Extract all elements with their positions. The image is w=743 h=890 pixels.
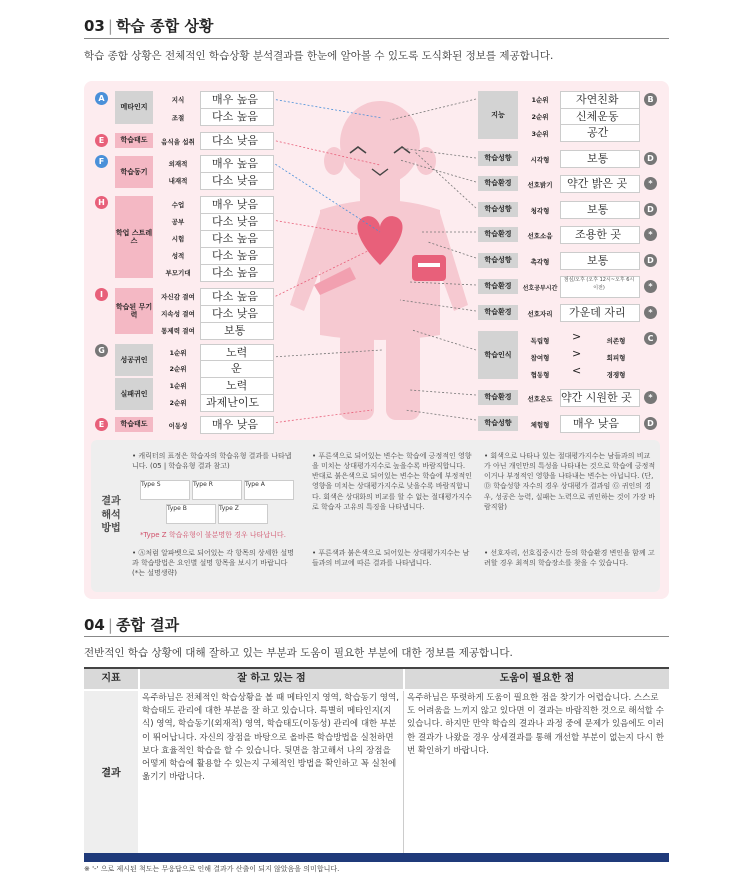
row-sub-label: 참여형 [530,354,550,362]
badge-e: E [95,418,108,431]
header-index: 지표 [84,669,138,689]
section-title: 종합 결과 [115,616,180,634]
badge-e: E [95,134,108,147]
row-value: 가운데 자리 [569,306,626,319]
type-r-icon [192,480,242,500]
learned-helplessness-label: 학습된 무기력 [115,288,153,334]
comparison-symbol: > [572,330,582,343]
header-strengths: 잘 하고 있는 점 [140,669,403,689]
row-sub-label: 1순위 [169,382,187,390]
divider [84,636,669,637]
row-sub-label: 성적 [171,252,185,260]
category-label: 학습환경 [478,305,518,320]
type-label: Type A [245,481,265,488]
legend-paragraph: • 선호자리, 선호집중시간 등의 학습환경 변인을 함께 고려할 경우 최적의 학습장소를 찾을 수 있습니다. [484,549,655,568]
row-value: 노력 [226,379,248,392]
row-value: 매우 낮음 [573,417,620,430]
row-sub-label: 독립형 [530,337,550,345]
category-label: 학습성향 [478,202,518,217]
badge-star: * [644,228,657,241]
academic-stress-label: 학업 스트레스 [115,196,153,278]
row-sub-label: 선호자리 [527,310,553,318]
badge-d: D [644,254,657,267]
row-value: 보통 [587,152,609,165]
row-sub-label: 부모기대 [165,269,191,277]
badge-d: D [644,203,657,216]
row-sub-label: 2순위 [169,365,187,373]
row-sub-label: 청각형 [530,207,550,215]
row-sub-label: 선호공부시간 [522,285,558,292]
row-sub-label: 1순위 [169,349,187,357]
category-label: 학습환경 [478,279,518,294]
badge-i: I [95,288,108,301]
category-label: 학습환경 [478,176,518,191]
category-label: 학습환경 [478,390,518,405]
row-sub-label: 의존형 [606,337,626,345]
footnote: ※ '-' 으로 제시된 척도는 무응답으로 인해 결과가 산출이 되지 않았음을 의미합니다. [84,865,340,873]
type-icons [140,480,300,528]
row-value: 다소 높음 [212,110,259,123]
row-sub-label: 수업 [171,201,185,209]
failure-attribution-label: 실패귀인 [115,378,153,410]
row-sub-label: 협동형 [530,371,550,379]
row-sub-label: 1순위 [531,96,549,104]
row-sub-label: 통제력 결여 [161,327,195,335]
row-value: 다소 높음 [212,290,259,303]
category-label: 학습환경 [478,227,518,242]
badge-g: G [95,344,108,357]
type-b-icon [166,504,216,524]
strengths-text: 옥주하님은 전체적인 학습상황을 볼 때 메타인지 영역, 학습동기 영역, 학습태도 관리에 대한 부분을 잘 하고 있습니다. 특별히 메타인지(지식) 영역, 학습동기(외재적) 영역, 학습태도(이동성) 관리에 대한 부분이 뛰어납니다. 자신의 장점을 바탕으로 올바른 학습방법을 실천하면 보다 효율적인 학습을 할 수 있습니다. 뒷면을 참고해서 나의 장점을 어떻게 학습에 활용할 수 있는지 구체적인 방법을 확인하고 꼭 실천에 옮기기 바랍니다. [142,693,399,783]
row-sub-label: 3순위 [531,130,549,138]
row-sub-label: 선호온도 [527,395,553,403]
row-value: 다소 높음 [212,232,259,245]
row-value: 다소 높음 [212,266,259,279]
header-needs-help: 도움이 필요한 점 [405,669,669,689]
badge-star: * [644,306,657,319]
badge-d: D [644,152,657,165]
badge-a: A [95,92,108,105]
row-value: 자연친화 [576,93,619,106]
row-sub-label: 내재적 [168,177,188,185]
section-04-heading: 04 | 종합 결과 [84,616,180,634]
badge-b: B [644,93,657,106]
row-value: 운 [231,362,242,375]
row-sub-label: 선호소음 [527,232,553,240]
row-value: 매우 낮음 [212,198,259,211]
table-bottom-bar [84,853,669,862]
intelligence-label: 지능 [478,91,518,139]
type-label: Type Z [219,505,239,512]
legend-paragraph: • 캐릭터의 표정은 학습자의 학습유형 결과를 나타냅니다. (05 | 학습유형 결과 참고) [132,452,292,471]
row-value: 약간 밝은 곳 [567,177,628,190]
row-sub-label: 체험형 [530,421,550,429]
section-03-heading: 03 | 학습 종합 상황 [84,17,214,35]
legend-paragraph: • 푸른색으로 되어있는 변수는 학습에 긍정적인 영향을 미치는 상대평가지수로 높을수록 바람직합니다. 반대로 붉은색으로 되어있는 변수는 학습에 부정적인 영향을 미치는 상대평가지수로 낮을수록 바람직합니다. 회색은 상대화의 비교를 할 수 없는 절대평가지수로 학습자 고유의 특징을 나타냅니다. [312,452,472,511]
badge-f: F [95,155,108,168]
type-label: Type R [193,481,213,488]
row-value: 신체운동 [576,110,619,123]
badge-star: * [644,177,657,190]
comparison-symbol: < [572,364,582,377]
row-value: 매우 높음 [212,93,259,106]
row-value: 점심/오후 (오후 12시~오후 6시 이전) [563,277,635,291]
row-sub-label: 선호밝기 [527,181,553,189]
section-title: 학습 종합 상황 [115,17,214,35]
row-value: 다소 낮음 [212,174,259,187]
row-value: 매우 낮음 [212,418,259,431]
row-sub-label: 지식 [171,96,185,104]
section-description: 학습 종합 상황은 전체적인 학습상황 분석결과를 한눈에 알아볼 수 있도록 도식화된 정보를 제공합니다. [84,50,554,62]
section-number: 03 [84,17,105,35]
badge-star: * [644,280,657,293]
legend-paragraph: • Ⓐ처럼 알파벳으로 되어있는 각 항목의 상세한 설명과 학습방법은 요인별 설명 항목을 보시기 바랍니다 (*는 설명생략) [132,549,294,578]
column-divider [403,691,404,853]
row-sub-label: 조절 [171,114,185,122]
row-sub-label: 2순위 [169,399,187,407]
row-value: 노력 [226,346,248,359]
row-sub-label: 공부 [171,218,185,226]
row-sub-label: 시각형 [530,156,550,164]
legend-note: *Type Z 학습유형이 불분명한 경우 나타납니다. [140,531,286,539]
row-value: 다소 낮음 [212,307,259,320]
row-value: 다소 낮음 [212,215,259,228]
row-value: 다소 낮음 [212,134,259,147]
row-sub-label: 2순위 [531,113,549,121]
category-label: 학습성향 [478,151,518,166]
motivation-label: 학습동기 [115,156,153,188]
row-value: 보통 [587,254,609,267]
study-attitude-label: 학습태도 [115,417,153,432]
row-sub-label: 경쟁형 [606,371,626,379]
category-label: 학습성향 [478,253,518,268]
row-value: 과제난이도 [206,396,260,409]
badge-c: C [644,332,657,345]
row-sub-label: 이동성 [168,422,188,430]
section-description: 전반적인 학습 상황에 대해 잘하고 있는 부분과 도움이 필요한 부분에 대한 정보를 제공합니다. [84,647,513,659]
metacognition-label: 메타인지 [115,91,153,124]
divider [84,38,669,39]
row-value: 보통 [224,324,246,337]
type-z-icon [218,504,268,524]
study-attitude-label: 학습태도 [115,133,153,148]
badge-h: H [95,196,108,209]
row-sub-label: 촉각형 [530,258,550,266]
row-sub-label: 외재적 [168,160,188,168]
row-sub-label: 시험 [171,235,185,243]
type-s-icon [140,480,190,500]
section-number: 04 [84,616,105,634]
badge-star: * [644,391,657,404]
row-sub-label: 회피형 [606,354,626,362]
row-value: 약간 시원한 곳 [561,391,632,404]
type-label: Type S [141,481,161,488]
row-label: 결과 [101,768,121,779]
comparison-symbol: > [572,347,582,360]
row-value: 보통 [587,203,609,216]
badge-d: D [644,417,657,430]
row-value: 다소 높음 [212,249,259,262]
needs-help-text: 옥주하님은 뚜렷하게 도움이 필요한 점을 찾기가 어렵습니다. 스스로도 어려움을 느끼지 않고 있다면 이 결과는 바람직한 것으로 해석할 수 있습니다. 하지만 만약 학습의 결과나 과정 중에 문제가 있음에도 이러한 결과가 나왔을 경우 상세결과를 통해 개선할 부분이 없는지 다시 한번 확인하기 바랍니다. [407,693,664,756]
row-sub-label: 자신감 결여 [161,293,195,301]
row-sub-label: 지속성 결여 [161,310,195,318]
row-value: 매우 높음 [212,157,259,170]
category-label: 학습성향 [478,416,518,431]
type-label: Type B [167,505,187,512]
legend-title: 결과 해석 방법 [101,496,121,534]
character-figure [290,95,470,425]
type-a-icon [244,480,294,500]
legend-paragraph: • 회색으로 나타나 있는 절대평가지수는 남들과의 비교가 아닌 개인만의 특성을 나타내는 것으로 학습에 긍정적이거나 부정적인 영향을 나타내는 변수는 아닙니다. (단, Ⓓ 학습성향 자수의 경우 상대평가 결과임 Ⓖ 귀인의 경우, 성공은 능력, 실패는 노력으로 귀인하는 것이 가장 바람직함) [484,452,656,511]
success-attribution-label: 성공귀인 [115,344,153,376]
row-value: 공간 [587,126,609,139]
row-sub-label: 음식을 섭취 [161,138,195,146]
row-value: 조용한 곳 [575,228,622,241]
learning-perception-label: 학습인식 [478,331,518,379]
legend-paragraph: • 푸른색과 붉은색으로 되어있는 상대평가지수는 남들과의 비교에 따른 결과를 나타냅니다. [312,549,470,568]
